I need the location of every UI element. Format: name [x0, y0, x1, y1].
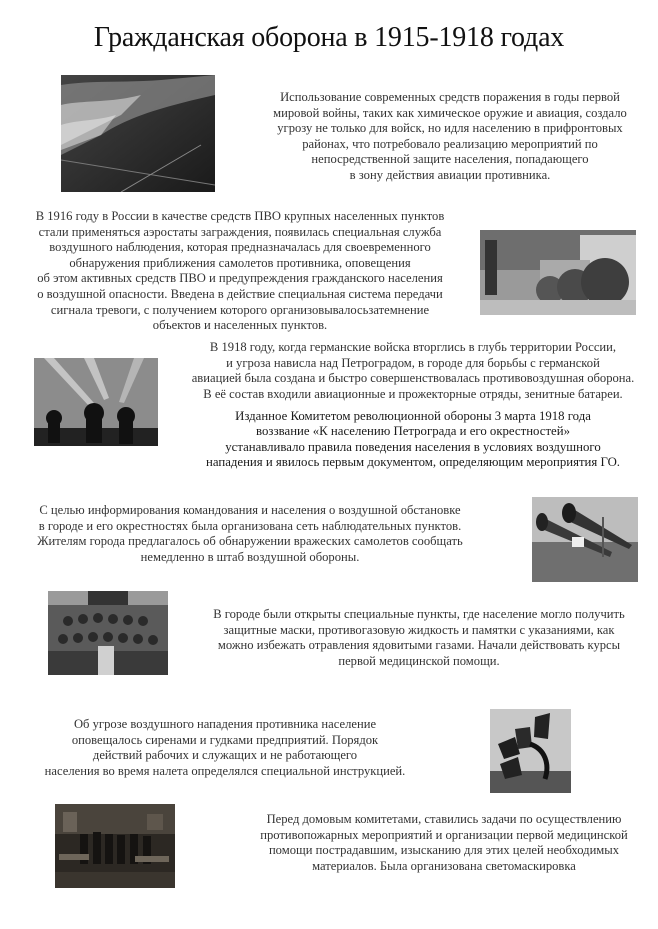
barrage-balloons-street-photo	[480, 230, 636, 315]
sirens-photo	[490, 709, 571, 793]
paragraph-house-committees: Перед домовым комитетами, ставились задачи по осуществлению противопожарных мероприятий и организации первой медицинской помощи пострадавшим, изысканию для этих целей необходимых материалов. Была организована светомаскировка	[260, 812, 628, 873]
sound-locator-photo	[532, 497, 638, 582]
paragraph-chemical-weapons: Использование современных средств поражения в годы первой мировой войны, таких как химическое оружие и авиация, создало угрозу не только для войск, но идля населению в прифронтовых районах, что потребовало реализацию мероприятий по непосредственной защите населения, попадающего в зону действия авиации противника.	[273, 90, 627, 182]
group-portrait-photo	[48, 591, 168, 675]
paragraph-sirens: Об угрозе воздушного нападения противника население оповещалось сиренами и гудками предприятий. Порядок действий рабочих и служащих и не работающего населения во время налета определялся специальной инструкцией.	[44, 717, 406, 778]
page-title: Гражданская оборона в 1915-1918 годах	[93, 22, 565, 53]
gas-attack-aerial-photo	[61, 75, 215, 192]
committee-meeting-photo	[55, 804, 175, 888]
paragraph-1918-petrograd: В 1918 году, когда германские войска вторглись в глубь территории России, и угроза нависла над Петроградом, в городе для борьбы с германской авиацией была создана и быстро совершенствовалась противовоздушная оборона. В её состав входили авиационные и прожекторные отряды, зенитные батареи.	[191, 340, 635, 401]
paragraph-appeal-1918: Изданное Комитетом революционной обороны 3 марта 1918 года воззвание «К населению Петрограда и его окрестностей» устанавливало правила поведения населения в условиях воздушного нападения и явилось первым документом, определяющим мероприятия ГО.	[205, 409, 621, 470]
paragraph-observation-posts: С целью информирования командования и населения о воздушной обстановке в городе и его окрестностях была организована сеть наблюдательных пунктов. Жителям города предлагалось об обнаружении вражеских самолетов сообщать немедленно в штаб воздушной обороны.	[37, 503, 463, 564]
paragraph-gas-masks: В городе были открыты специальные пункты, где население могло получить защитные маски, противогазовую жидкость и памятки с указаниями, как можно избежать отравления ядовитыми газами. Начали действовать курсы первой медицинской помощи.	[213, 607, 625, 668]
paragraph-1916-air-defense: В 1916 году в России в качестве средств ПВО крупных населенных пунктов стали применяться аэростаты заграждения, появилась специальная служба воздушного наблюдения, которая предназначалась для своевременного обнаружения приближения самолетов противника, оповещения об этом активных средств ПВО и предупреждения гражданского населения о воздушной опасности. Введена в действие специальная система передачи сигнала тревоги, с получением которого организовывалосьзатемнение объектов и населенных пунктов.	[35, 209, 445, 333]
searchlights-crew-photo	[34, 358, 158, 446]
